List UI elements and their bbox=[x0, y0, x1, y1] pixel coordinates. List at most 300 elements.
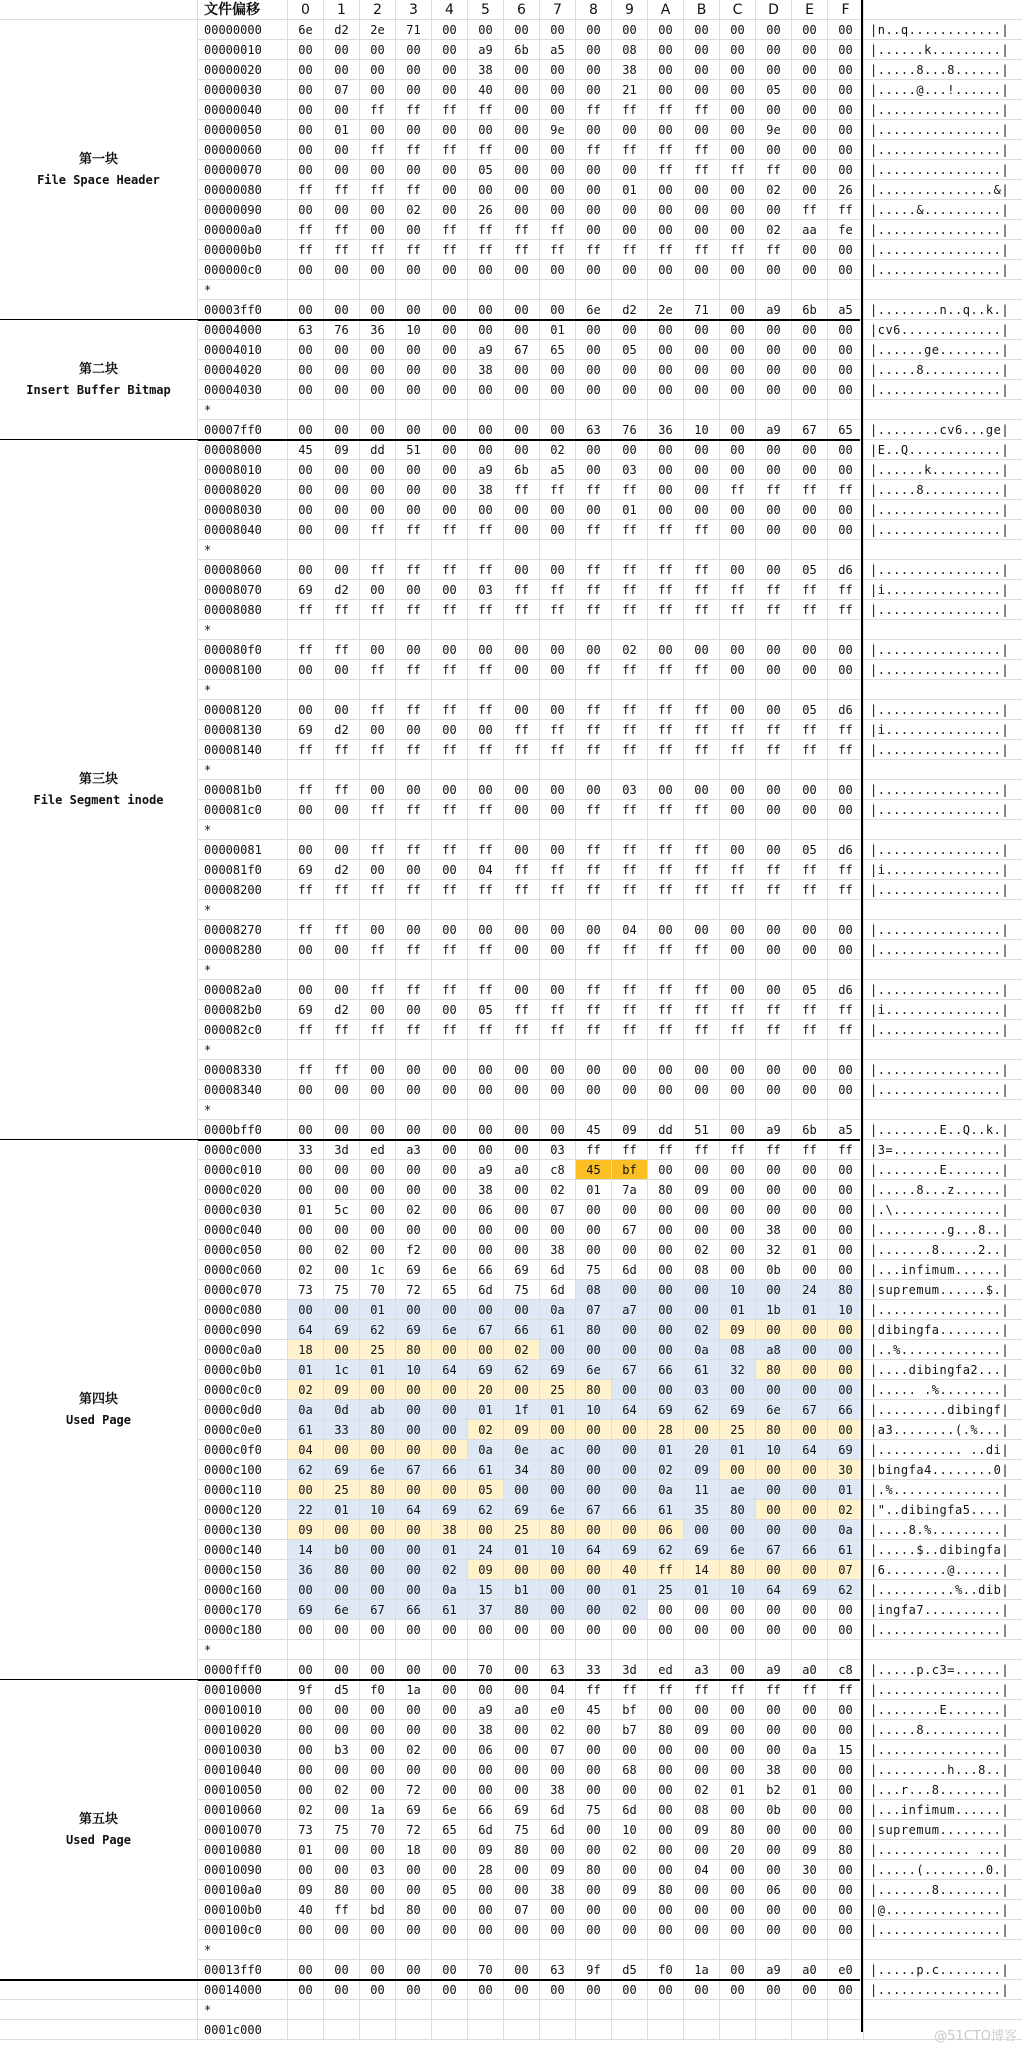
ascii-cell: |................| bbox=[864, 260, 1022, 280]
block-title: 第五块 bbox=[78, 1812, 118, 1827]
byte-cell: 61 bbox=[540, 1320, 576, 1340]
byte-cell: 00 bbox=[540, 160, 576, 180]
byte-cell: 00 bbox=[396, 340, 432, 360]
byte-cell: 00 bbox=[360, 920, 396, 940]
byte-cell: ff bbox=[684, 980, 720, 1000]
byte-cell: 1a bbox=[360, 1800, 396, 1820]
byte-cell: 03 bbox=[684, 1380, 720, 1400]
byte-cell: 00 bbox=[504, 1140, 540, 1160]
offset-cell: 00000060 bbox=[198, 140, 288, 160]
byte-cell: 6b bbox=[504, 460, 540, 480]
byte-cell bbox=[504, 1100, 540, 1120]
ascii-cell: |................| bbox=[864, 1740, 1022, 1760]
byte-cell: 6e bbox=[288, 20, 324, 40]
byte-cell bbox=[540, 2020, 576, 2040]
byte-cell: ff bbox=[756, 1020, 792, 1040]
byte-cell: 01 bbox=[288, 1840, 324, 1860]
offset-cell: 00000010 bbox=[198, 40, 288, 60]
byte-cell: 00 bbox=[576, 1520, 612, 1540]
byte-cell: b7 bbox=[612, 1720, 648, 1740]
byte-cell: 00 bbox=[792, 1260, 828, 1280]
byte-cell: 25 bbox=[360, 1340, 396, 1360]
byte-cell: 00 bbox=[648, 360, 684, 380]
byte-cell bbox=[540, 620, 576, 640]
byte-cell: 01 bbox=[792, 1240, 828, 1260]
byte-cell: 00 bbox=[576, 920, 612, 940]
ascii-cell: |supremum........| bbox=[864, 1820, 1022, 1840]
byte-cell: 00 bbox=[648, 1380, 684, 1400]
byte-cell: d6 bbox=[828, 840, 864, 860]
byte-cell bbox=[504, 280, 540, 300]
byte-cell bbox=[684, 1040, 720, 1060]
byte-cell: 80 bbox=[756, 1420, 792, 1440]
offset-cell: 00008120 bbox=[198, 700, 288, 720]
byte-cell: 00 bbox=[504, 500, 540, 520]
byte-cell: a0 bbox=[504, 1160, 540, 1180]
byte-cell: 00 bbox=[324, 980, 360, 1000]
byte-cell: ff bbox=[792, 580, 828, 600]
offset-cell: 00010030 bbox=[198, 1740, 288, 1760]
byte-cell: 00 bbox=[468, 420, 504, 440]
byte-cell: 00 bbox=[468, 640, 504, 660]
byte-cell: 00 bbox=[792, 1220, 828, 1240]
byte-cell: 00 bbox=[648, 460, 684, 480]
byte-cell bbox=[828, 1640, 864, 1660]
byte-cell: 09 bbox=[684, 1720, 720, 1740]
byte-cell: ff bbox=[648, 660, 684, 680]
byte-cell: ff bbox=[720, 740, 756, 760]
offset-cell: 00000070 bbox=[198, 160, 288, 180]
byte-cell: 00 bbox=[324, 840, 360, 860]
byte-cell: a9 bbox=[756, 1120, 792, 1140]
byte-cell: d5 bbox=[324, 1680, 360, 1700]
byte-cell: ff bbox=[432, 700, 468, 720]
byte-cell: 01 bbox=[828, 1480, 864, 1500]
byte-cell: 00 bbox=[792, 240, 828, 260]
byte-cell: 00 bbox=[684, 480, 720, 500]
byte-cell: 80 bbox=[360, 1420, 396, 1440]
byte-cell bbox=[396, 2000, 432, 2020]
byte-cell: 30 bbox=[792, 1860, 828, 1880]
byte-cell: ab bbox=[360, 1400, 396, 1420]
byte-cell bbox=[648, 1100, 684, 1120]
byte-cell: 00 bbox=[504, 1620, 540, 1640]
byte-cell: 00 bbox=[504, 1380, 540, 1400]
byte-cell: 6d bbox=[468, 1280, 504, 1300]
byte-cell bbox=[504, 540, 540, 560]
byte-cell bbox=[720, 1940, 756, 1960]
byte-cell: ff bbox=[684, 560, 720, 580]
ascii-cell: |........E..Q..k.| bbox=[864, 1120, 1022, 1140]
byte-cell: 00 bbox=[612, 200, 648, 220]
ascii-cell: |................| bbox=[864, 1680, 1022, 1700]
byte-cell bbox=[684, 960, 720, 980]
byte-cell: 02 bbox=[432, 1560, 468, 1580]
byte-cell: 00 bbox=[792, 140, 828, 160]
byte-cell: 69 bbox=[288, 1000, 324, 1020]
byte-cell: 00 bbox=[756, 360, 792, 380]
byte-cell bbox=[576, 1040, 612, 1060]
byte-cell: ff bbox=[684, 100, 720, 120]
byte-cell: 00 bbox=[828, 260, 864, 280]
byte-cell: 00 bbox=[792, 1920, 828, 1940]
byte-cell bbox=[648, 280, 684, 300]
byte-cell: 00 bbox=[360, 860, 396, 880]
byte-cell: ff bbox=[756, 740, 792, 760]
byte-cell: 00 bbox=[720, 920, 756, 940]
ascii-cell: |................| bbox=[864, 980, 1022, 1000]
ascii-cell: |......k.........| bbox=[864, 40, 1022, 60]
byte-cell bbox=[684, 1640, 720, 1660]
byte-cell: ff bbox=[360, 880, 396, 900]
byte-cell: 00 bbox=[360, 1380, 396, 1400]
byte-cell: 00 bbox=[828, 440, 864, 460]
byte-cell: 00 bbox=[828, 1220, 864, 1240]
byte-cell: ff bbox=[792, 1140, 828, 1160]
byte-cell: 00 bbox=[756, 500, 792, 520]
byte-cell bbox=[468, 760, 504, 780]
byte-cell: 00 bbox=[360, 1000, 396, 1020]
byte-cell: 00 bbox=[684, 1280, 720, 1300]
block-subtitle: File Segment inode bbox=[33, 793, 164, 807]
ascii-cell: |.....8...z......| bbox=[864, 1180, 1022, 1200]
byte-cell bbox=[324, 2000, 360, 2020]
byte-cell: 66 bbox=[504, 1320, 540, 1340]
byte-cell: 00 bbox=[360, 1700, 396, 1720]
byte-cell: 00 bbox=[792, 780, 828, 800]
byte-cell: 01 bbox=[360, 1300, 396, 1320]
ascii-cell: |E..Q............| bbox=[864, 440, 1022, 460]
byte-cell: 00 bbox=[288, 60, 324, 80]
byte-cell: 6e bbox=[576, 1360, 612, 1380]
byte-cell: d6 bbox=[828, 700, 864, 720]
byte-cell: 00 bbox=[684, 180, 720, 200]
offset-cell: 00000040 bbox=[198, 100, 288, 120]
byte-cell bbox=[504, 2020, 540, 2040]
byte-cell: 00 bbox=[792, 40, 828, 60]
byte-cell: 00 bbox=[576, 40, 612, 60]
byte-cell: 67 bbox=[468, 1320, 504, 1340]
byte-cell: 00 bbox=[324, 1620, 360, 1640]
byte-cell: 00 bbox=[468, 1980, 504, 2000]
ascii-cell bbox=[864, 680, 1022, 700]
byte-cell: ff bbox=[756, 160, 792, 180]
byte-cell bbox=[288, 820, 324, 840]
byte-cell bbox=[720, 760, 756, 780]
byte-cell: 00 bbox=[288, 80, 324, 100]
byte-cell: ff bbox=[468, 740, 504, 760]
byte-cell: 00 bbox=[720, 1060, 756, 1080]
byte-cell bbox=[288, 1100, 324, 1120]
byte-cell: 00 bbox=[792, 800, 828, 820]
byte-cell: 00 bbox=[360, 1720, 396, 1740]
byte-cell: 00 bbox=[324, 1760, 360, 1780]
byte-cell: 00 bbox=[360, 380, 396, 400]
byte-cell: ff bbox=[828, 1680, 864, 1700]
byte-cell: 00 bbox=[396, 160, 432, 180]
byte-cell: 00 bbox=[756, 920, 792, 940]
byte-cell: 00 bbox=[324, 1120, 360, 1140]
byte-cell: 9f bbox=[576, 1960, 612, 1980]
ascii-cell: |i...............| bbox=[864, 1000, 1022, 1020]
byte-cell: ff bbox=[648, 580, 684, 600]
byte-cell: 00 bbox=[288, 200, 324, 220]
byte-cell: 00 bbox=[720, 1720, 756, 1740]
byte-cell: dd bbox=[648, 1120, 684, 1140]
byte-cell: ff bbox=[576, 940, 612, 960]
byte-cell: 00 bbox=[324, 940, 360, 960]
byte-cell: 08 bbox=[720, 1340, 756, 1360]
byte-cell: 00 bbox=[792, 1320, 828, 1340]
byte-cell bbox=[396, 820, 432, 840]
block-separator bbox=[0, 1979, 860, 1981]
byte-cell: 00 bbox=[828, 460, 864, 480]
header-col-9: 9 bbox=[612, 0, 648, 20]
offset-cell: * bbox=[198, 540, 288, 560]
byte-cell bbox=[792, 1040, 828, 1060]
byte-cell: 01 bbox=[540, 320, 576, 340]
byte-cell: 00 bbox=[756, 840, 792, 860]
byte-cell bbox=[324, 400, 360, 420]
byte-cell: 00 bbox=[648, 440, 684, 460]
byte-cell: 00 bbox=[720, 80, 756, 100]
byte-cell: 00 bbox=[396, 1520, 432, 1540]
byte-cell: 38 bbox=[432, 1520, 468, 1540]
byte-cell: 00 bbox=[288, 560, 324, 580]
byte-cell: 00 bbox=[756, 1380, 792, 1400]
offset-cell: 00008070 bbox=[198, 580, 288, 600]
byte-cell: 00 bbox=[576, 160, 612, 180]
byte-cell: 00 bbox=[540, 660, 576, 680]
byte-cell: ff bbox=[540, 480, 576, 500]
byte-cell: 02 bbox=[288, 1800, 324, 1820]
byte-cell: 2e bbox=[360, 20, 396, 40]
byte-cell: 00 bbox=[288, 260, 324, 280]
byte-cell: 00 bbox=[540, 1900, 576, 1920]
byte-cell: 00 bbox=[504, 1180, 540, 1200]
byte-cell: 00 bbox=[756, 1840, 792, 1860]
ascii-cell: |................| bbox=[864, 840, 1022, 860]
byte-cell: ff bbox=[468, 140, 504, 160]
byte-cell: 63 bbox=[540, 1660, 576, 1680]
byte-cell: 00 bbox=[432, 440, 468, 460]
byte-cell: c8 bbox=[828, 1660, 864, 1680]
ascii-cell: |.....&..........| bbox=[864, 200, 1022, 220]
byte-cell bbox=[756, 900, 792, 920]
byte-cell: ff bbox=[684, 860, 720, 880]
byte-cell: ff bbox=[468, 520, 504, 540]
byte-cell bbox=[828, 1100, 864, 1120]
byte-cell: 00 bbox=[648, 80, 684, 100]
byte-cell: 1b bbox=[756, 1300, 792, 1320]
byte-cell bbox=[828, 1940, 864, 1960]
byte-cell bbox=[396, 2020, 432, 2040]
offset-cell: 000082c0 bbox=[198, 1020, 288, 1040]
byte-cell: ff bbox=[540, 1000, 576, 1020]
byte-cell: ff bbox=[468, 1020, 504, 1040]
byte-cell: ff bbox=[612, 140, 648, 160]
byte-cell: 00 bbox=[288, 40, 324, 60]
byte-cell: aa bbox=[792, 220, 828, 240]
byte-cell: 00 bbox=[756, 1700, 792, 1720]
byte-cell: 00 bbox=[792, 1800, 828, 1820]
byte-cell: 01 bbox=[504, 1540, 540, 1560]
byte-cell: 00 bbox=[432, 380, 468, 400]
byte-cell: 00 bbox=[756, 260, 792, 280]
byte-cell: 14 bbox=[288, 1540, 324, 1560]
byte-cell bbox=[576, 900, 612, 920]
byte-cell: 61 bbox=[684, 1360, 720, 1380]
offset-cell: 000081f0 bbox=[198, 860, 288, 880]
byte-cell: a3 bbox=[684, 1660, 720, 1680]
byte-cell: 02 bbox=[396, 200, 432, 220]
byte-cell bbox=[432, 820, 468, 840]
byte-cell: 00 bbox=[432, 1960, 468, 1980]
ascii-cell: |........n..q..k.| bbox=[864, 300, 1022, 320]
byte-cell: ff bbox=[612, 1020, 648, 1040]
byte-cell: 00 bbox=[612, 1440, 648, 1460]
ascii-cell: |3=..............| bbox=[864, 1140, 1022, 1160]
byte-cell: 00 bbox=[468, 1620, 504, 1640]
byte-cell: 45 bbox=[576, 1120, 612, 1140]
byte-cell: 00 bbox=[612, 260, 648, 280]
byte-cell: 1c bbox=[360, 1260, 396, 1280]
byte-cell: 1c bbox=[324, 1360, 360, 1380]
byte-cell: 6e bbox=[720, 1540, 756, 1560]
byte-cell: 24 bbox=[792, 1280, 828, 1300]
byte-cell: 00 bbox=[576, 1200, 612, 1220]
offset-cell: * bbox=[198, 1940, 288, 1960]
byte-cell: 00 bbox=[756, 1080, 792, 1100]
byte-cell: 00 bbox=[648, 1320, 684, 1340]
byte-cell: 00 bbox=[324, 1860, 360, 1880]
byte-cell bbox=[540, 960, 576, 980]
byte-cell: 00 bbox=[648, 1240, 684, 1260]
byte-cell: 00 bbox=[324, 40, 360, 60]
byte-cell: ff bbox=[576, 520, 612, 540]
byte-cell: 40 bbox=[468, 80, 504, 100]
byte-cell: 00 bbox=[720, 1980, 756, 2000]
byte-cell bbox=[576, 540, 612, 560]
byte-cell: 00 bbox=[756, 800, 792, 820]
byte-cell: 65 bbox=[432, 1820, 468, 1840]
byte-cell: ed bbox=[360, 1140, 396, 1160]
byte-cell: 00 bbox=[432, 1200, 468, 1220]
byte-cell: 00 bbox=[684, 1600, 720, 1620]
byte-cell: 69 bbox=[468, 1360, 504, 1380]
header-col-f: F bbox=[828, 0, 864, 20]
label-spacer bbox=[0, 1980, 198, 2000]
byte-cell: ff bbox=[792, 480, 828, 500]
byte-cell: 00 bbox=[792, 1900, 828, 1920]
byte-cell: 00 bbox=[540, 1920, 576, 1940]
byte-cell: 80 bbox=[324, 1560, 360, 1580]
byte-cell: 00 bbox=[792, 1460, 828, 1480]
byte-cell bbox=[360, 540, 396, 560]
byte-cell: 00 bbox=[792, 380, 828, 400]
byte-cell: 00 bbox=[324, 1920, 360, 1940]
block-label-3 bbox=[0, 440, 198, 1140]
byte-cell: 00 bbox=[504, 1760, 540, 1780]
byte-cell: 00 bbox=[576, 1820, 612, 1840]
byte-cell: 0a bbox=[648, 1480, 684, 1500]
byte-cell: 00 bbox=[720, 980, 756, 1000]
byte-cell: 00 bbox=[360, 360, 396, 380]
byte-cell: 06 bbox=[756, 1880, 792, 1900]
byte-cell: 00 bbox=[792, 1160, 828, 1180]
byte-cell: 00 bbox=[396, 1300, 432, 1320]
byte-cell: d2 bbox=[324, 860, 360, 880]
byte-cell: 00 bbox=[288, 1760, 324, 1780]
byte-cell: ff bbox=[396, 560, 432, 580]
ascii-cell: |................| bbox=[864, 1620, 1022, 1640]
byte-cell bbox=[540, 900, 576, 920]
byte-cell: 00 bbox=[612, 1780, 648, 1800]
byte-cell: 00 bbox=[576, 1840, 612, 1860]
byte-cell: 00 bbox=[720, 20, 756, 40]
byte-cell bbox=[396, 1940, 432, 1960]
byte-cell: ff bbox=[576, 720, 612, 740]
offset-cell: 00004010 bbox=[198, 340, 288, 360]
byte-cell: 00 bbox=[756, 1480, 792, 1500]
byte-cell: ff bbox=[612, 740, 648, 760]
byte-cell: 00 bbox=[360, 220, 396, 240]
byte-cell: ff bbox=[504, 220, 540, 240]
byte-cell bbox=[648, 680, 684, 700]
byte-cell: 00 bbox=[396, 360, 432, 380]
byte-cell: 00 bbox=[288, 360, 324, 380]
byte-cell bbox=[468, 1100, 504, 1120]
byte-cell bbox=[504, 820, 540, 840]
ascii-cell bbox=[864, 1100, 1022, 1120]
byte-cell: 69 bbox=[396, 1260, 432, 1280]
byte-cell: 00 bbox=[720, 1380, 756, 1400]
byte-cell: a9 bbox=[468, 1160, 504, 1180]
byte-cell bbox=[828, 2020, 864, 2040]
byte-cell: 00 bbox=[432, 1180, 468, 1200]
byte-cell: ff bbox=[720, 860, 756, 880]
byte-cell: 00 bbox=[324, 100, 360, 120]
byte-cell: 00 bbox=[756, 980, 792, 1000]
offset-cell: 00010070 bbox=[198, 1820, 288, 1840]
byte-cell: 00 bbox=[648, 320, 684, 340]
byte-cell: f2 bbox=[396, 1240, 432, 1260]
byte-cell bbox=[756, 540, 792, 560]
byte-cell: ff bbox=[324, 180, 360, 200]
byte-cell: 01 bbox=[468, 1400, 504, 1420]
byte-cell: 00 bbox=[324, 380, 360, 400]
byte-cell: 00 bbox=[792, 1820, 828, 1840]
byte-cell: ff bbox=[720, 240, 756, 260]
byte-cell: 00 bbox=[792, 320, 828, 340]
byte-cell: 00 bbox=[540, 420, 576, 440]
byte-cell: 00 bbox=[684, 1300, 720, 1320]
byte-cell bbox=[540, 820, 576, 840]
byte-cell bbox=[792, 2020, 828, 2040]
byte-cell: 01 bbox=[288, 1360, 324, 1380]
byte-cell: ff bbox=[504, 720, 540, 740]
byte-cell: 00 bbox=[612, 1920, 648, 1940]
byte-cell bbox=[684, 2020, 720, 2040]
byte-cell: 80 bbox=[504, 1600, 540, 1620]
byte-cell: 02 bbox=[468, 1420, 504, 1440]
byte-cell: 00 bbox=[756, 1500, 792, 1520]
byte-cell bbox=[756, 280, 792, 300]
byte-cell: 00 bbox=[324, 140, 360, 160]
byte-cell: 00 bbox=[612, 1420, 648, 1440]
byte-cell: dd bbox=[360, 440, 396, 460]
byte-cell: ff bbox=[792, 600, 828, 620]
